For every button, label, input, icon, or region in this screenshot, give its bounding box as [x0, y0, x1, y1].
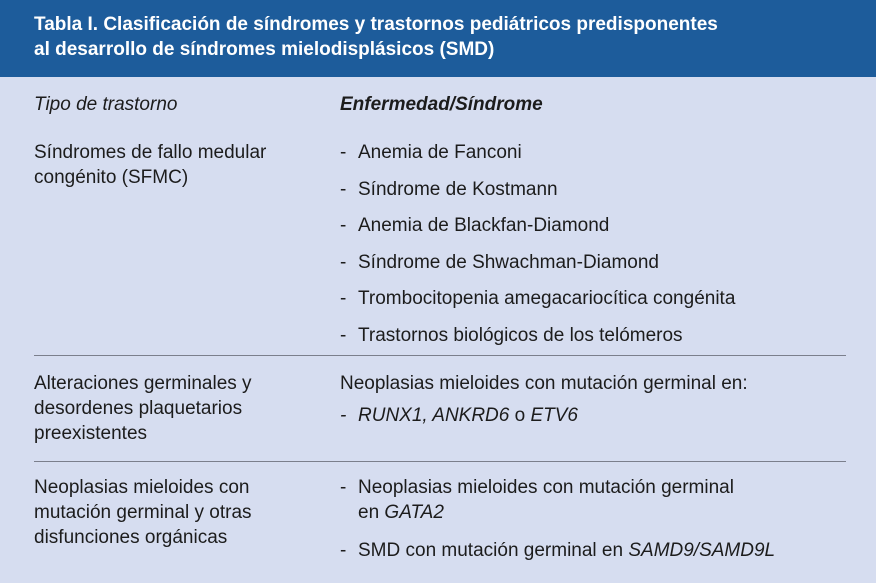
table-title-bar [0, 0, 876, 77]
list-item: - RUNX1, ANKRD6 o ETV6 [340, 405, 578, 426]
row-divider-2 [34, 461, 846, 462]
row-1-category-line-1: Síndromes de fallo medular [34, 142, 267, 163]
row-1-items [340, 140, 860, 348]
list-item: Neoplasias mieloides con mutación germinal en: [340, 373, 748, 394]
list-item: en GATA2 [358, 502, 444, 523]
row-3-category-line-2: mutación germinal y otras [34, 502, 252, 523]
list-item: - Anemia de Blackfan-Diamond [340, 215, 610, 236]
list-item: - Trombocitopenia amegacariocítica congénita [340, 288, 736, 309]
table-title-line-1: Tabla I. Clasificación de síndromes y trastornos pediátricos predisponentes [34, 14, 718, 35]
row-3-category-line-3: disfunciones orgánicas [34, 527, 228, 548]
row-3-category-line-1: Neoplasias mieloides con [34, 477, 250, 498]
row-2-category-line-2: desordenes plaquetarios [34, 398, 243, 419]
row-3-category [34, 475, 324, 550]
list-item: - Trastornos biológicos de los telómeros [340, 324, 683, 346]
row-divider-1 [34, 355, 846, 356]
list-item: - Neoplasias mieloides con mutación germinal [340, 477, 734, 498]
list-item: - Anemia de Fanconi [340, 142, 522, 163]
list-item: - Síndrome de Kostmann [340, 178, 558, 200]
row-2-items [340, 371, 860, 428]
row-1-category [34, 140, 324, 190]
table-body [0, 77, 876, 583]
row-3-items [340, 475, 860, 563]
column-header-type: Tipo de trastorno [34, 94, 178, 115]
column-header-disease: Enfermedad/Síndrome [340, 94, 543, 115]
row-2-category-line-3: preexistentes [34, 423, 148, 444]
list-item: - Síndrome de Shwachman-Diamond [340, 251, 659, 273]
row-2-category [34, 371, 324, 446]
list-item: - SMD con mutación germinal en SAMD9/SAMD9L [340, 540, 776, 561]
table-title-line-2: al desarrollo de síndromes mielodisplásicos (SMD) [34, 39, 495, 60]
row-1-category-line-2: congénito (SFMC) [34, 167, 189, 188]
row-2-category-line-1: Alteraciones germinales y [34, 373, 252, 394]
